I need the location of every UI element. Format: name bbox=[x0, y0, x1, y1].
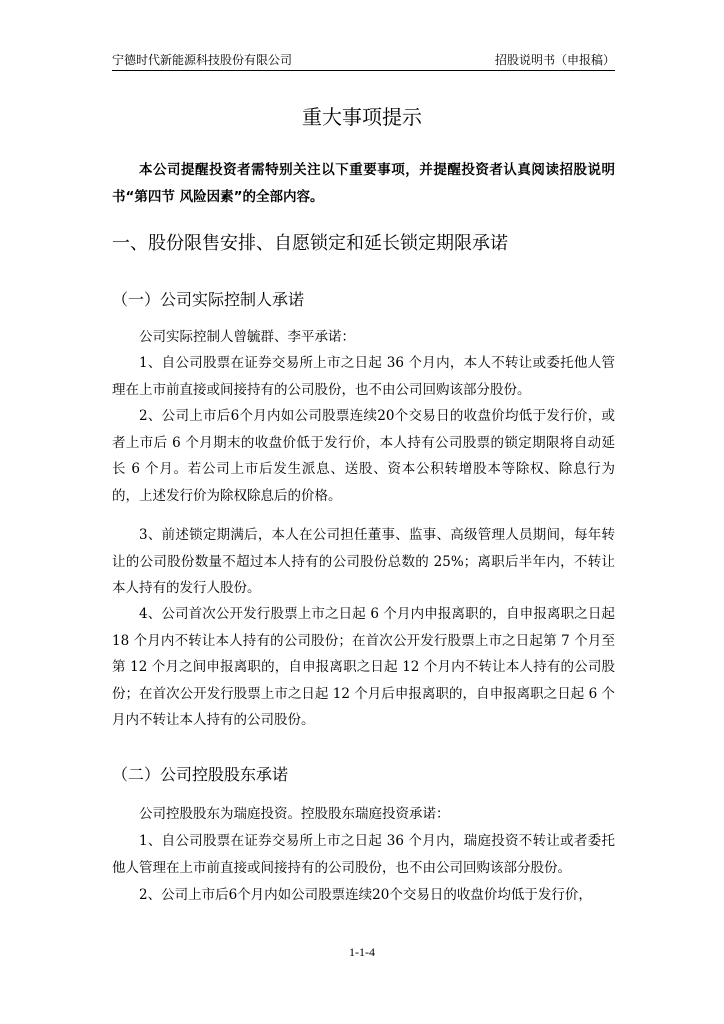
controller-paragraph-3: 2、公司上市后6个月内如公司股票连续20个交易日的收盘价均低于发行价，或者上市后 6 个月期末的收盘价低于发行价，本人持有公司股票的锁定期限将自动延长 6 个月。若公司上市后发生派息、送股、资本公积转增股本等除权、除息行为的，上述发行价为除权除息后的价格。 bbox=[112, 408, 615, 504]
page-title: 重大事项提示 bbox=[302, 105, 422, 129]
shareholder-paragraph-1: 公司控股股东为瑞庭投资。控股股东瑞庭投资承诺： bbox=[139, 806, 450, 822]
subsection-heading-controlling-shareholder: （二）公司控股股东承诺 bbox=[112, 765, 289, 784]
header-document-type: 招股说明书（申报稿） bbox=[494, 53, 615, 67]
controller-paragraph-4: 3、前述锁定期满后，本人在公司担任董事、监事、高级管理人员期间，每年转让的公司股份数量不超过本人持有的公司股份总数的 25%；离职后半年内，不转让本人持有的发行人股份。 bbox=[112, 527, 615, 596]
page-number: 1-1-4 bbox=[349, 945, 375, 959]
subsection-heading-controller: （一）公司实际控制人承诺 bbox=[112, 290, 305, 309]
controller-paragraph-1: 公司实际控制人曾毓群、李平承诺： bbox=[139, 329, 355, 345]
shareholder-paragraph-3: 2、公司上市后6个月内如公司股票连续20个交易日的收盘价均低于发行价， bbox=[139, 887, 592, 903]
page-header bbox=[112, 50, 615, 71]
header-company-name: 宁德时代新能源科技股份有限公司 bbox=[112, 53, 293, 67]
section-heading-lockup-commitments: 一、股份限售安排、自愿锁定和延长锁定期限承诺 bbox=[112, 233, 508, 254]
controller-paragraph-2: 1、自公司股票在证券交易所上市之日起 36 个月内，本人不转让或委托他人管理在上市前直接或间接持有的公司股份，也不由公司回购该部分股份。 bbox=[112, 355, 615, 398]
controller-paragraph-5: 4、公司首次公开发行股票上市之日起 6 个月内申报离职的，自申报离职之日起 18 个月内不转让本人持有的公司股份；在首次公开发行股票上市之日起第 7 个月至第 12 个月之间申报离职的，自申报离职之日起 12 个月内不转让本人持有的公司股份；在首次公开发行股票上市之日起 12 个月后申报离职的，自申报离职之日起 6 个月内不转让本人持有的公司股份。 bbox=[112, 606, 615, 728]
intro-paragraph: 本公司提醒投资者需特别关注以下重要事项，并提醒投资者认真阅读招股说明书“第四节 风险因素”的全部内容。 bbox=[112, 162, 615, 205]
shareholder-paragraph-2: 1、自公司股票在证券交易所上市之日起 36 个月内，瑞庭投资不转让或者委托他人管理在上市前直接或间接持有的公司股份，也不由公司回购该部分股份。 bbox=[112, 833, 615, 876]
